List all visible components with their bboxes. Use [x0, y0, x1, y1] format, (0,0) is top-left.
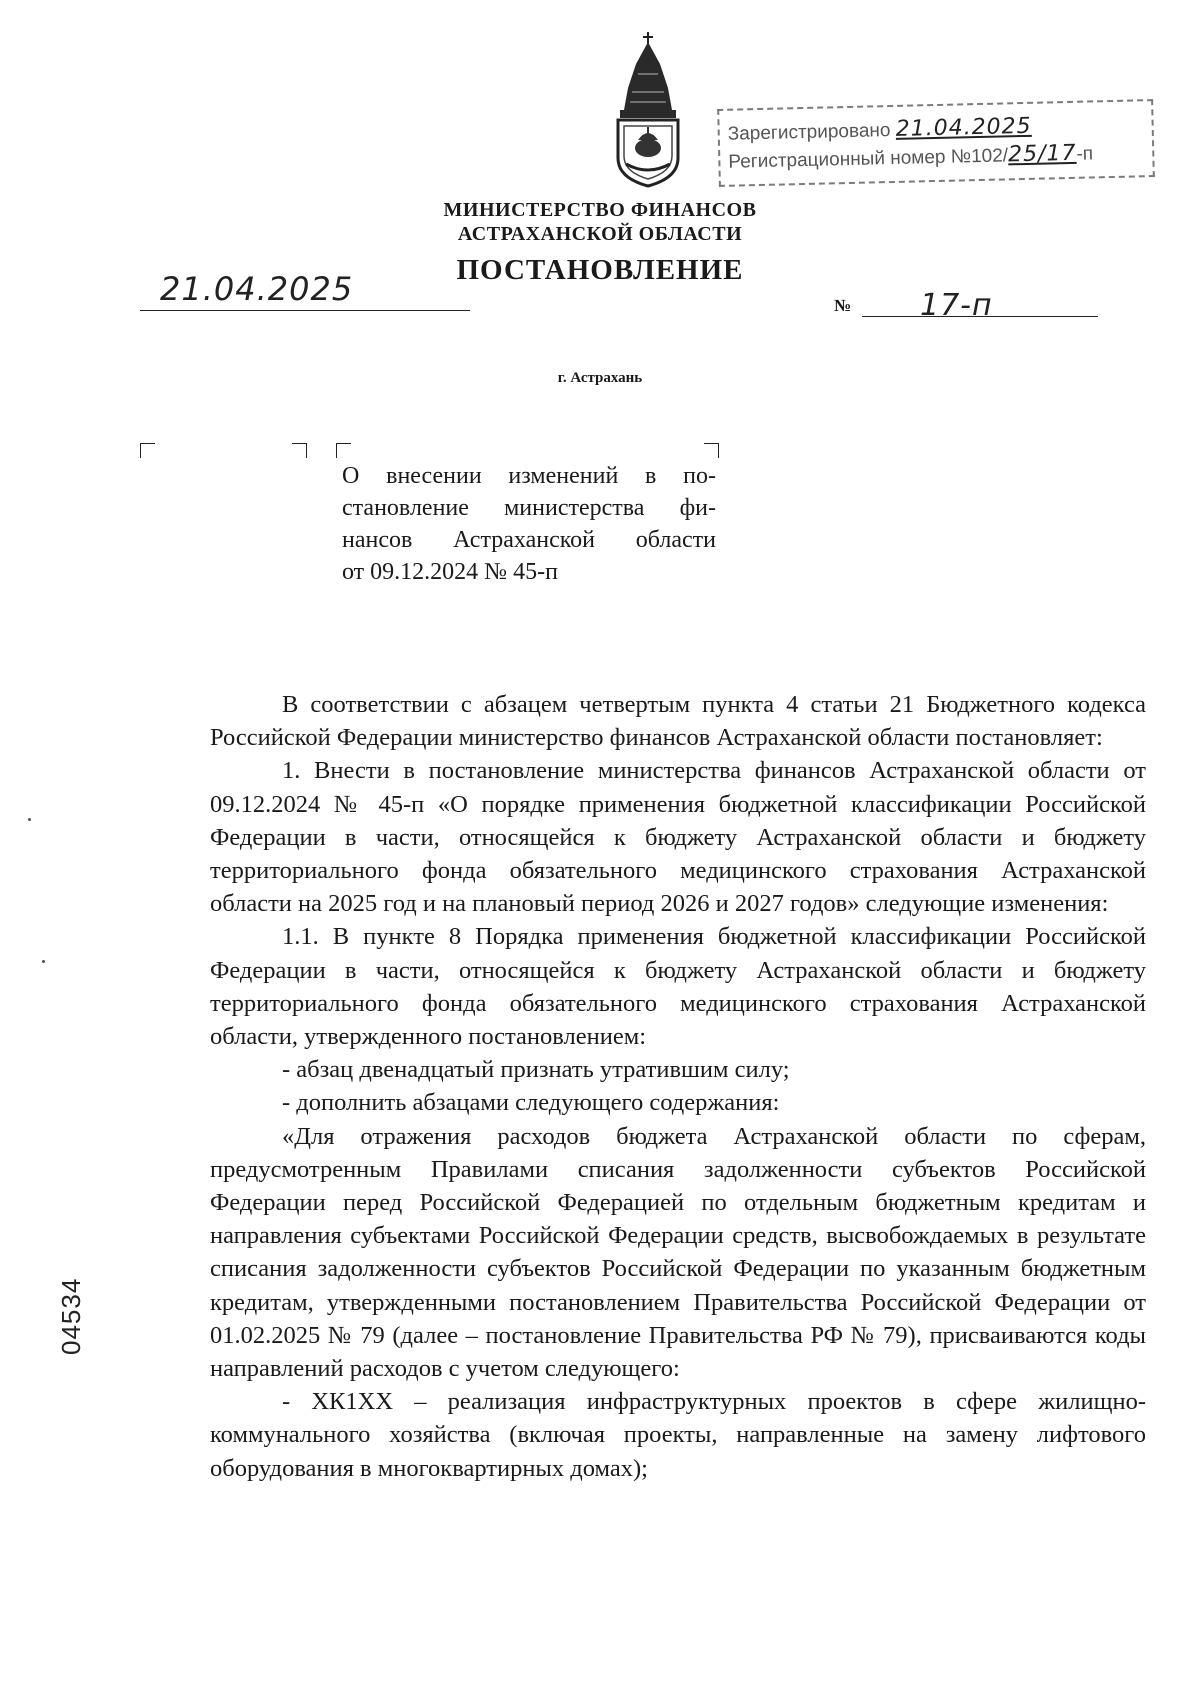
date-underline [140, 310, 470, 311]
coat-of-arms-emblem [608, 30, 688, 188]
document-body [210, 688, 1146, 1485]
stamp-registered-date: 21.04.2025 [895, 113, 1032, 142]
stamp-regnum-value: 25/17 [1007, 140, 1077, 168]
stamp-regnum-row [728, 140, 1093, 173]
scan-speck [42, 960, 45, 963]
margin-number: 04534 [56, 1277, 86, 1355]
document-subject [342, 460, 716, 588]
subject-line: нансов Астраханской области [342, 527, 716, 553]
body-paragraph: 1. Внести в постановление министерства финансов Астраханской области от 09.12.2024 № 45-п «О порядке применения бюджетной классификации Российской Федерации в части, относящейся к бюджету Астраханской области и бюджету территориального фонда обязательного медицинского страхования Астраханской области на 2025 год и на плановый период 2026 и 2027 годов» следующие изменения: [210, 757, 1146, 918]
city-name: г. Астрахань [557, 370, 643, 386]
body-paragraph: В соответствии с абзацем четвертым пункта 4 статьи 21 Бюджетного кодекса Российской Федерации министерство финансов Астраханской области постановляет: [210, 691, 1146, 752]
body-paragraph: «Для отражения расходов бюджета Астраханской области по сферам, предусмотренным Правилами списания задолженности субъектов Российской Федерации перед Российской Федерацией по отдельным бюджетным кредитам и направления субъектами Российской Федерации средств, высвобождаемых в результате списания задолженности субъектов Российской Федерации по указанным бюджетным кредитам, утвержденными постановлением Правительства Российской Федерации от 01.02.2025 № 79 (далее – постановление Правительства РФ № 79), присваиваются коды направлений расходов с учетом следующего: [210, 1122, 1146, 1383]
body-paragraph: - дополнить абзацами следующего содержания: [282, 1089, 780, 1117]
corner-mark [140, 443, 155, 458]
body-paragraph: - абзац двенадцатый признать утратившим силу; [282, 1056, 790, 1084]
stamp-regnum-suffix: -п [1076, 143, 1094, 165]
document-date: 21.04.2025 [160, 270, 354, 308]
subject-line: от 09.12.2024 № 45-п [342, 559, 558, 585]
subject-line: становление министерства фи- [342, 495, 716, 521]
ministry-line-2: АСТРАХАНСКОЙ ОБЛАСТИ [457, 223, 743, 245]
registration-stamp [717, 99, 1155, 187]
corner-mark [336, 443, 351, 458]
document-number: 17-п [920, 288, 993, 323]
body-paragraph: 1.1. В пункте 8 Порядка применения бюджетной классификации Российской Федерации в части, относящейся к бюджету Астраханской области и бюджету территориального фонда обязательного медицинского страхования Астраханской области, утвержденного постановлением: [210, 923, 1146, 1051]
scan-speck [28, 818, 31, 821]
ministry-name [0, 198, 1200, 246]
corner-mark [292, 443, 307, 458]
subject-line: О внесении изменений в по- [342, 463, 716, 489]
document-type: ПОСТАНОВЛЕНИЕ [456, 254, 744, 286]
stamp-registered-row [727, 114, 1031, 146]
corner-mark [704, 443, 719, 458]
stamp-regnum-label: Регистрационный номер №102/ [728, 145, 1009, 173]
body-paragraph: - ХК1ХХ – реализация инфраструктурных проектов в сфере жилищно-коммунального хозяйства (включая проекты, направленные на замену лифтового оборудования в многоквартирных домах); [210, 1388, 1146, 1482]
stamp-registered-label: Зарегистрировано [727, 120, 891, 145]
ministry-line-1: МИНИСТЕРСТВО ФИНАНСОВ [443, 199, 757, 221]
number-underline [862, 316, 1098, 317]
number-sign: № [834, 296, 852, 315]
